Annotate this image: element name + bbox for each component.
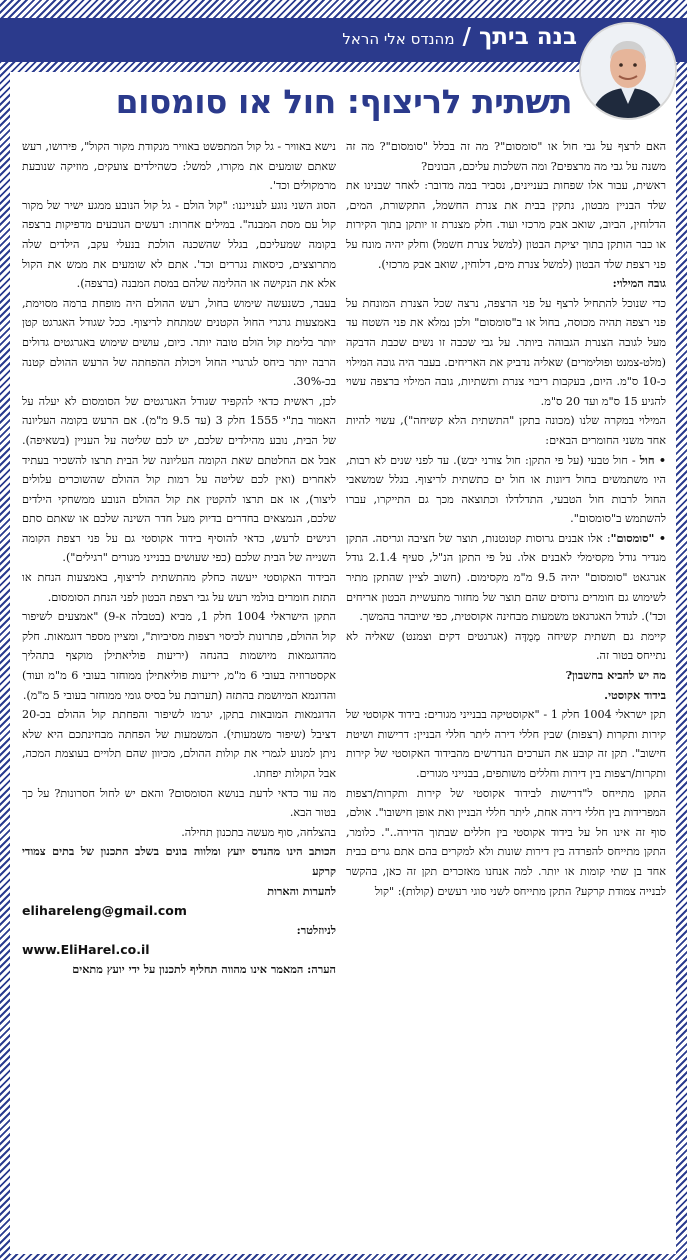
contact-email: eliharelеng@gmail.com [22, 903, 187, 919]
subheading: בידוד אקוסטי. [604, 687, 666, 702]
article-title: תשתית לריצוף: חול או סומסום [115, 82, 572, 121]
paragraph-text: - חול טבעי (על פי התקן: חול צורני יבש). עד לפני שנים לא רבות, היו משתמשים בחול דיונות או חול ים כתשתית לריצוף. בגלל שמשאבי החול לרבות חול הטבעי, התדלדלו וכתוצאה מכך גם התייקרו, עברו להשתמש ב"סומסום". [346, 453, 666, 526]
subheading: הערה: המאמר אינו מהווה תחליף לתכנון על ידי יועץ מתאים [72, 961, 336, 976]
paragraph: האם לרצף על גבי חול או "סומסום"? מה זה בכלל "סומסום"? מה זה משנה על גבי מה מרצפים? ומה השלכות עליכם, הבונים? [346, 140, 666, 173]
website-link: www.EliHarel.co.il [22, 942, 150, 958]
paragraph: נישא באוויר - גל קול המתפשט באוויר מנקודת מקור הקול", פירושו, רעש שאתם שומעים את מקורו, למשל: כשהילדים צועקים, מוזיקה שנובעת מרמקולים וכד'. [22, 140, 336, 193]
paragraph [346, 529, 666, 627]
lead-term: • חול [639, 452, 666, 467]
subheading: לניוזלטר: [296, 922, 336, 937]
paragraph-text: : אלו אבנים גרוסות קטנטנות, תוצר של חציבה וגריסה. התקן מגדיר גודל מקסימלי לאבנים אלו. על פי התקן הנ"ל, סעיף 2.1.4 גודל אגרגאט "סומסום" יהיה 9.5 מ"מ מקסימום. (חשוב לציין שהתקן מתיר לשימוש גם חומרים גרוסים שהם תוצר של מחזור מתעשיית הבטון אריחים וכד'). לגודל האגרגאט משמעות מבחינה אקוסטית, כפי שיובהר בהמשך. [346, 531, 666, 624]
subheading: להערות והארות [267, 883, 336, 898]
paragraph: הבידוד האקוסטי ייעשה כחלק מהתשתית לריצוף, באמצעות הנחת או התזת חומרים בולמי רעש על גבי רצפת הבטון לפני הנחת הסומסום. [22, 571, 336, 604]
paragraph: הסוג השני נוגע לענייננו: "קול הולם - גל קול הנובע ממגע ישיר של מקור קול עם מסת המבנה". במילים אחרות: רעשים הנובעים מדפיקות ברצפה בקומה שמעליכם, בגלל שהשכנה הולכת בנעלי עקב, הילדים שלה מתרוצצים, כיסאות נגררים וכד'. אתם לא שומעים את ממש את הקול אלא את הנקישה או ההלימה שלהם במסת המבנה (ברצפה). [22, 198, 336, 291]
paragraph: ראשית, עבור אלו שפחות בעניינים, נסביר במה מדובר: לאחר שבנינו את שלד הבניין מבטון, נתקין בבית את צנרת החשמל, התקשורת, המים, הדלוחין, הביוב, שואב אבק מרכזי ועוד. חלק מצנרת זו יותקן בתוך הקירות או כבר הותקן בתוך יציקת הבטון (למשל צנרת חשמל) וחלק יהיה מונח על פני רצפת שלד הבטון (למשל צנרת מים, דלוחין, שואב אבק מרכזי). [346, 179, 666, 271]
header-text [342, 24, 577, 50]
paragraph: התקן מתייחס ל"דרישות לבידוד אקוסטי של קירות ותקרות/רצפות המפרידות בין חללי דירה אחת, ליתר חללי הבניין ואת אופן חישובו". אולם, סוף זה אינו חל על בידוד אקוסטי בין חללים שבתוך הדירה..". כלומר, התקן מתייחס להפרדה בין דירות שונות ולא למקרים בהם אתם גרים בבית אחד בן שתי קומות או יותר. למה אנחנו מאזכרים תקן זה כאן, בהקשר לבנייה צמודת קרקע? התקן מתייחס לשני סוגי רעשים (קולות): "קול [346, 786, 666, 898]
author-portrait-icon [581, 24, 675, 118]
article-column-right [346, 137, 666, 1255]
subheading: הכותב הינו מהנדס יועץ ומלווה בונים בשלב התכנון של בתים צמודי קרקע [22, 844, 336, 878]
paragraph: בהצלחה, סוף מעשה בתכנון תחילה. [181, 825, 336, 839]
paragraph: תקן ישראלי 1004 חלק 1 - "אקוסטיקה בבנייני מגורים: בידוד אקוסטי של קירות ותקרות (רצפות) שבין חללי דירה ליתר חללי הבניין: דרישות ושיטת חישוב". תקן זה קובע את הערכים הנדרשים מהבידוד האקוסטי של קירות ותקרות/רצפות בין דירות וחללים משותפים, בבנייני מגורים. [346, 708, 666, 780]
author-avatar [581, 24, 675, 118]
section-name: בנה ביתך [478, 24, 577, 50]
author-name: מהנדס אלי הראל [342, 30, 455, 48]
paragraph: המילוי במקרה שלנו (מכונה בתקן "התשתית הלא קשיחה"), עשוי להיות אחד משני החומרים הבאים: [346, 414, 666, 447]
paragraph: התקן הישראלי 1004 חלק 1, מביא (בטבלה א-9) "אמצעים לשיפור קול ההולם, פתרונות לכיסוי רצפות מסיביות", ומציין מספר דוגמאות. חלק מהדוגמאות מיושמות בהנחה (יריעות פוליאתילן מוקצף בתהליך אקסטרוזיה בעובי 6 מ"מ, יריעות פוליאתילן ממוחזר בעובי 6 מ"מ ועוד) והדוגמא המיושמת בהתזה (תערובת על בסיס גומי ממוחזר בעובי 5 מ"מ). [22, 610, 336, 702]
paragraph: מה עוד כדאי לדעת בנושא הסומסום? והאם יש לחול חסרונות? על כך בטור הבא. [22, 786, 336, 820]
paragraph: בעבר, כשנעשה שימוש בחול, רעש ההולם היה מופחת ברמה מסוימת, באמצעות גרגרי החול הקטנים שמתחת לריצוף. ככל שגודל האגרגט קטן יותר בלימת קול הולם טובה יותר. כיום, עושים שימוש באגרגטים גדולים הרבה יותר ביחס לגרגרי החול ויכולת ההפחתה של הרעש ההולם קטנה בכ-30%. [22, 296, 336, 389]
paragraph [346, 451, 666, 529]
subheading: מה יש להביא בחשבון? [565, 668, 666, 683]
paragraph: הדוגמאות המובאות בתקן, יגרמו לשיפור והפחתת קול ההולם בכ-20 דציבל (שיפור משמעותי). המשמעות של הפחתה מבחינתכם היא שלא ניתן למנוע לגמרי את קולות ההולם, מכיוון שהם תלויים בעוצמת המכה, אבל הקולות יפחתו. [22, 708, 336, 780]
paragraph: לכן, ראשית כדאי להקפיד שגודל האגרגטים של הסומסום לא יעלה על האמור בת"י 1555 חלק 3 (עד 9.5 מ"מ). אם הרעש בקומה העליונה של הבית, נובע מהילדים שלכם, יש לכם שליטה על העניין (בשאיפה). אבל אם החלטתם שאת הקומה העליונה של הבית תרצו להשכיר בעתיד לאחרים (ואין לכם שליטה על רמות קול ההולם שהשוכרים עלולים ליצור), או אם תרצו להקטין את קול ההולם הנובע ממשחקי הילדים שלכם, הנמצאים בחדרים בדיוק מעל חדר השינה שלכם או שאתם סתם רגישים לרעש, כדאי להוסיף בידוד אקוסטי גם על פני רצפת הקומה השנייה של הבית שלכם (כפי שעושים בבנייני מגורים "רגילים"). [22, 394, 336, 565]
paragraph: קיימת גם תשתית קשיחה מְמֻדָּה (אגרגטים דקים וצמנט) שאליה לא נתייחס בטור זה. [346, 629, 666, 663]
paragraph: כדי שנוכל להתחיל לרצף על פני הרצפה, נרצה שכל הצנרת המונחת על פני רצפה תהיה מכוסה, בחול או ב"סומסום" ולכן נמלא את פני השטח עד מעל לגובה הצנרת הגבוהה ביותר. על גבי שכבה זו נשים שכבת הדבקה (מלט-צמנט ופולימרים) שאליה נדביק את האריחים. בעבר היה גובה המילוי כ-10 ס"מ. היום, בעקבות ריבוי צנרת ותשתיות, גובה המילוי ברצפה עשוי להגיע 15 ס"מ ועד 20 ס"מ. [346, 296, 666, 408]
header-separator: / [462, 24, 471, 50]
subheading: גובה המילוי: [612, 276, 666, 291]
lead-term: • "סומסום" [610, 530, 666, 545]
article-column-left [22, 137, 336, 1255]
